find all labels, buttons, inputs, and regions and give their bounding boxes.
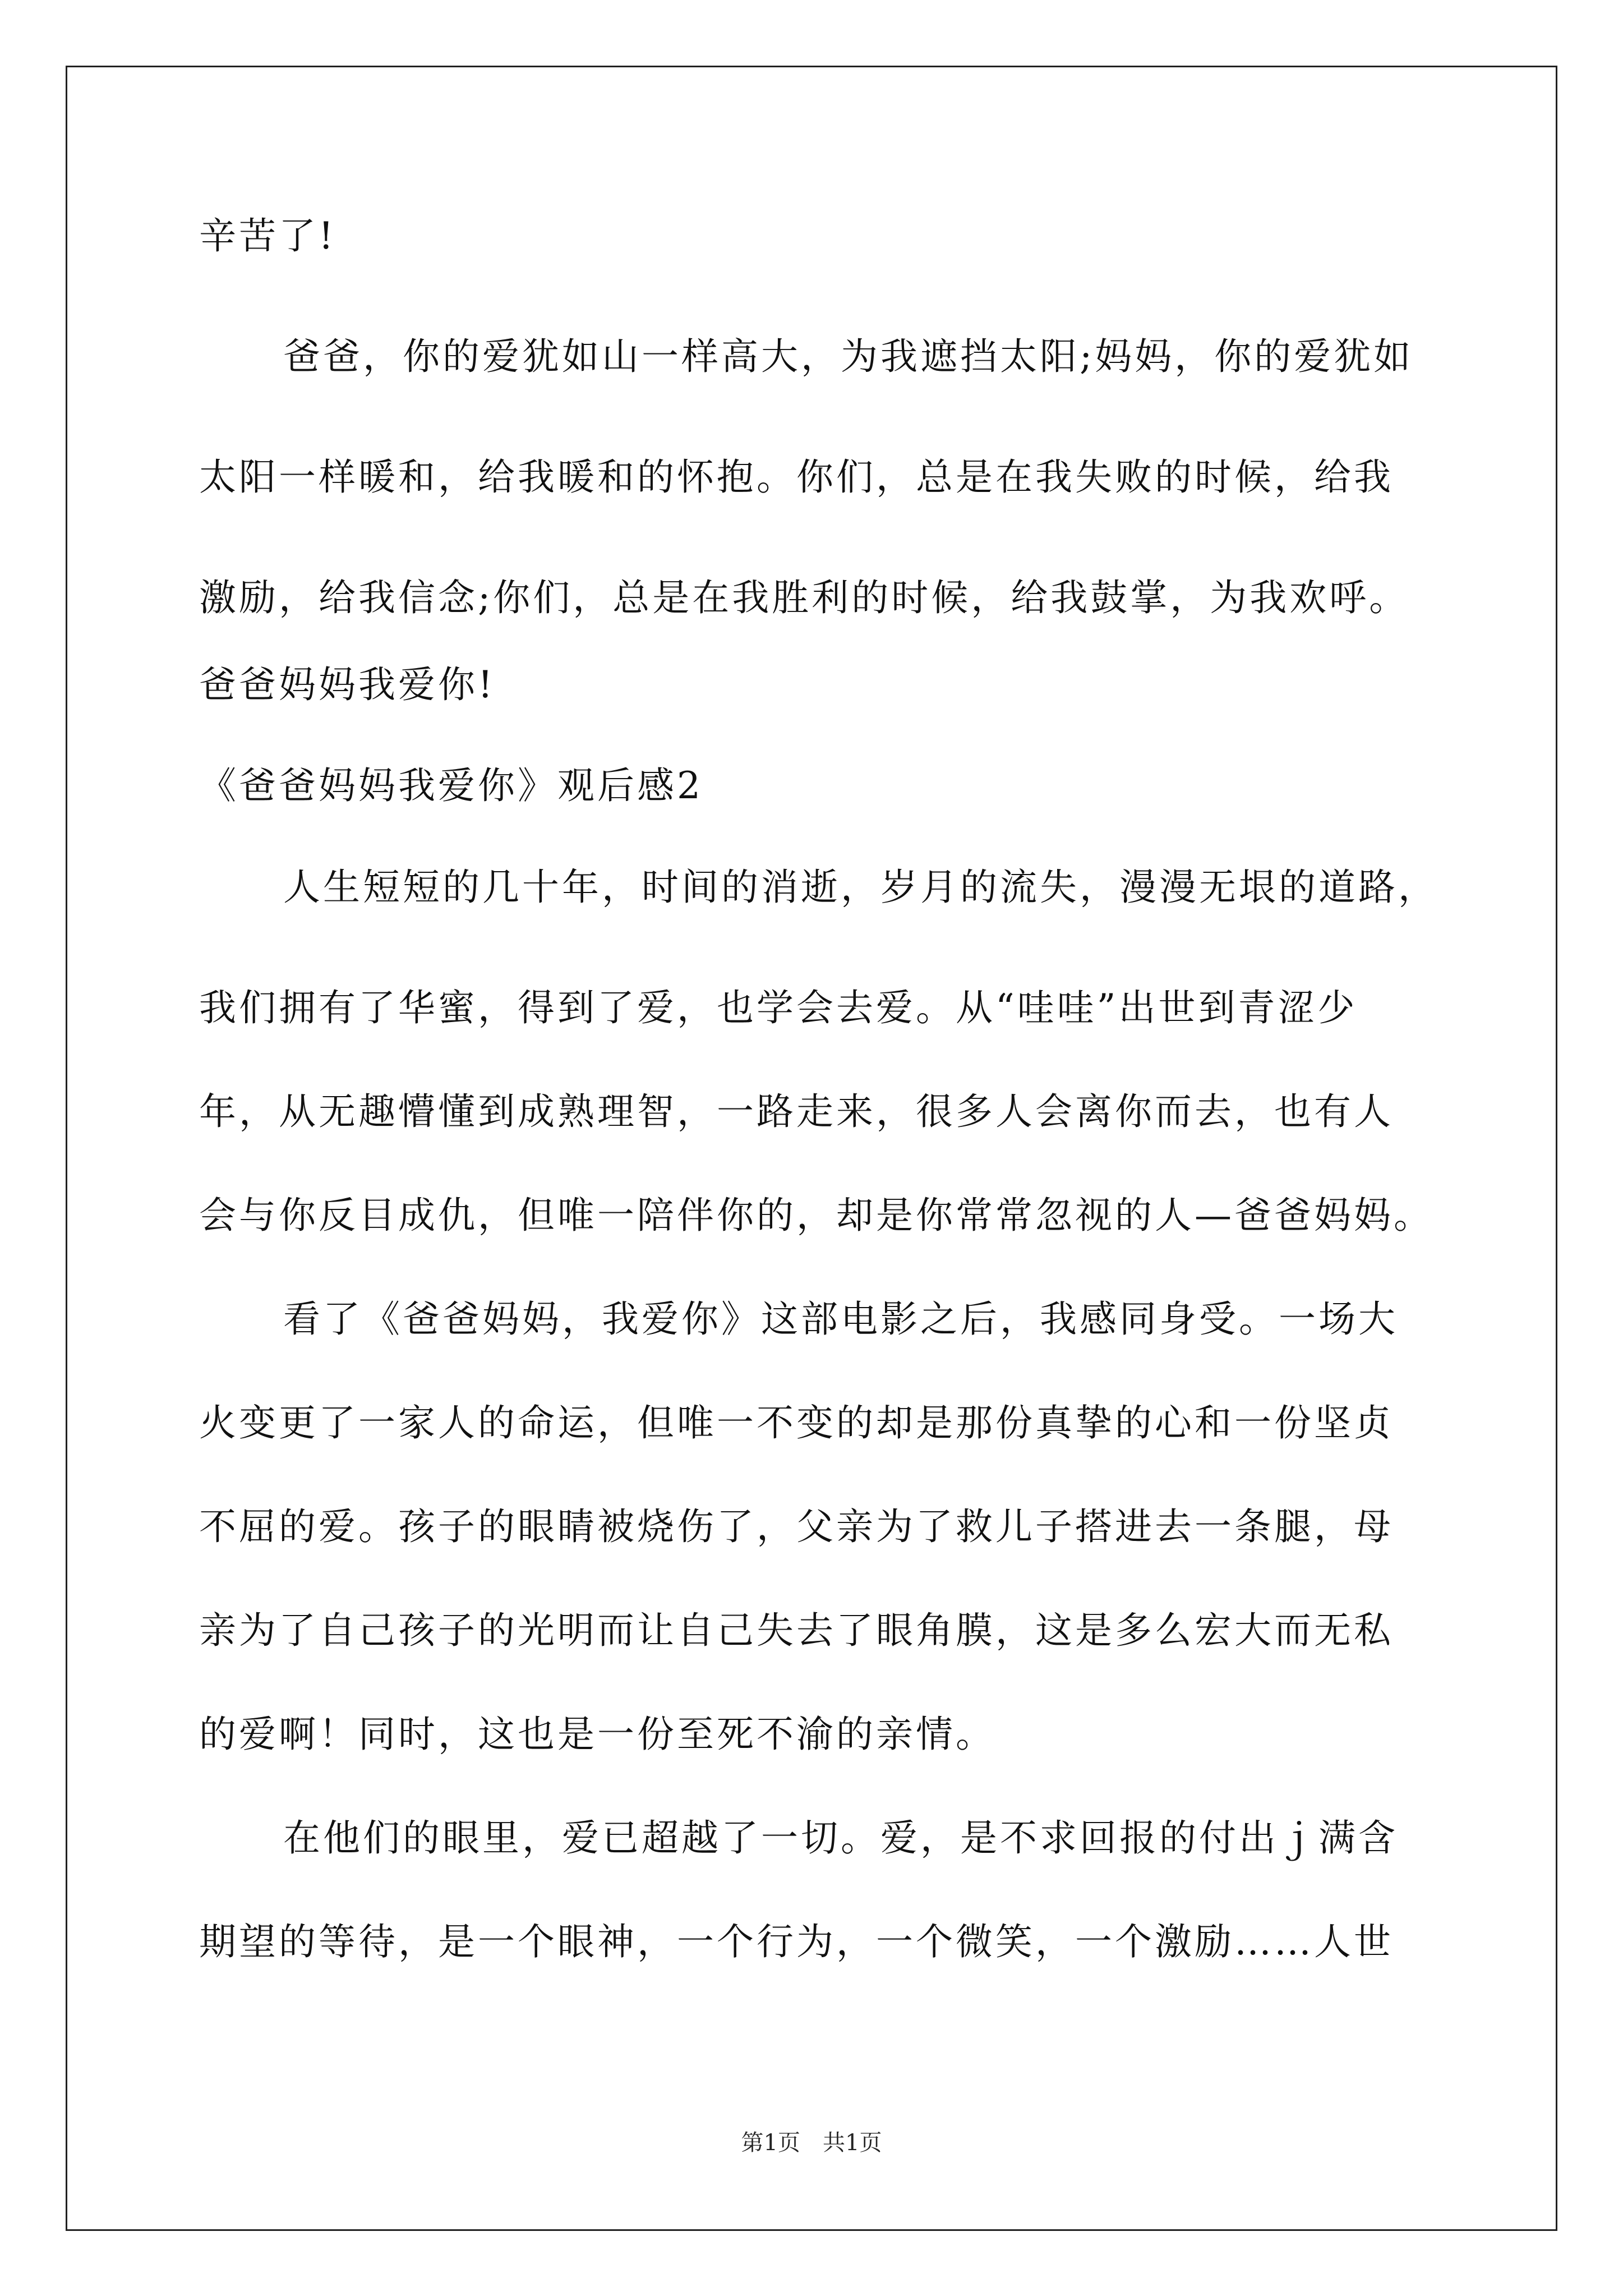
text-line: 在他们的眼里，爱已超越了一切。爱，是不求回报的付出ｊ满含 — [283, 1816, 1398, 1860]
text-line: 不屈的爱。孩子的眼睛被烧伤了，父亲为了救儿子搭进去一条腿，母 — [199, 1505, 1394, 1548]
page-number: 第1页 共1页 — [741, 2130, 882, 2156]
text-line: 期望的等待，是一个眼神，一个行为，一个微笑，一个激励……人世 — [199, 1920, 1394, 1963]
text-line: 爸爸，你的爱犹如山一样高大，为我遮挡太阳;妈妈，你的爱犹如 — [283, 335, 1414, 378]
text-line: 激励，给我信念;你们，总是在我胜利的时候，给我鼓掌，为我欢呼。 — [199, 576, 1409, 619]
page-frame — [66, 66, 1557, 2231]
text-line: 亲为了自己孩子的光明而让自己失去了眼角膜，这是多么宏大而无私 — [199, 1609, 1394, 1652]
text-line: 辛苦了! — [199, 214, 336, 257]
text-line: 会与你反目成仇，但唯一陪伴你的，却是你常常忽视的人—爸爸妈妈。 — [199, 1194, 1433, 1237]
text-line: 太阳一样暖和，给我暖和的怀抱。你们，总是在我失败的时候，给我 — [199, 455, 1394, 499]
text-line: 看了《爸爸妈妈，我爱你》这部电影之后，我感同身受。一场大 — [283, 1297, 1398, 1341]
section-heading: 《爸爸妈妈我爱你》观后感2 — [199, 764, 703, 807]
text-line: 我们拥有了华蜜，得到了爱，也学会去爱。从“哇哇”出世到青涩少 — [199, 986, 1358, 1029]
text-line: 爸爸妈妈我爱你! — [199, 663, 496, 706]
text-line: 人生短短的几十年，时间的消逝，岁月的流失，漫漫无垠的道路， — [283, 866, 1438, 909]
text-line: 年，从无趣懵懂到成熟理智，一路走来，很多人会离你而去，也有人 — [199, 1090, 1394, 1133]
text-line: 火变更了一家人的命运，但唯一不变的却是那份真挚的心和一份坚贞 — [199, 1401, 1394, 1444]
text-line: 的爱啊！同时，这也是一份至死不渝的亲情。 — [199, 1713, 995, 1756]
